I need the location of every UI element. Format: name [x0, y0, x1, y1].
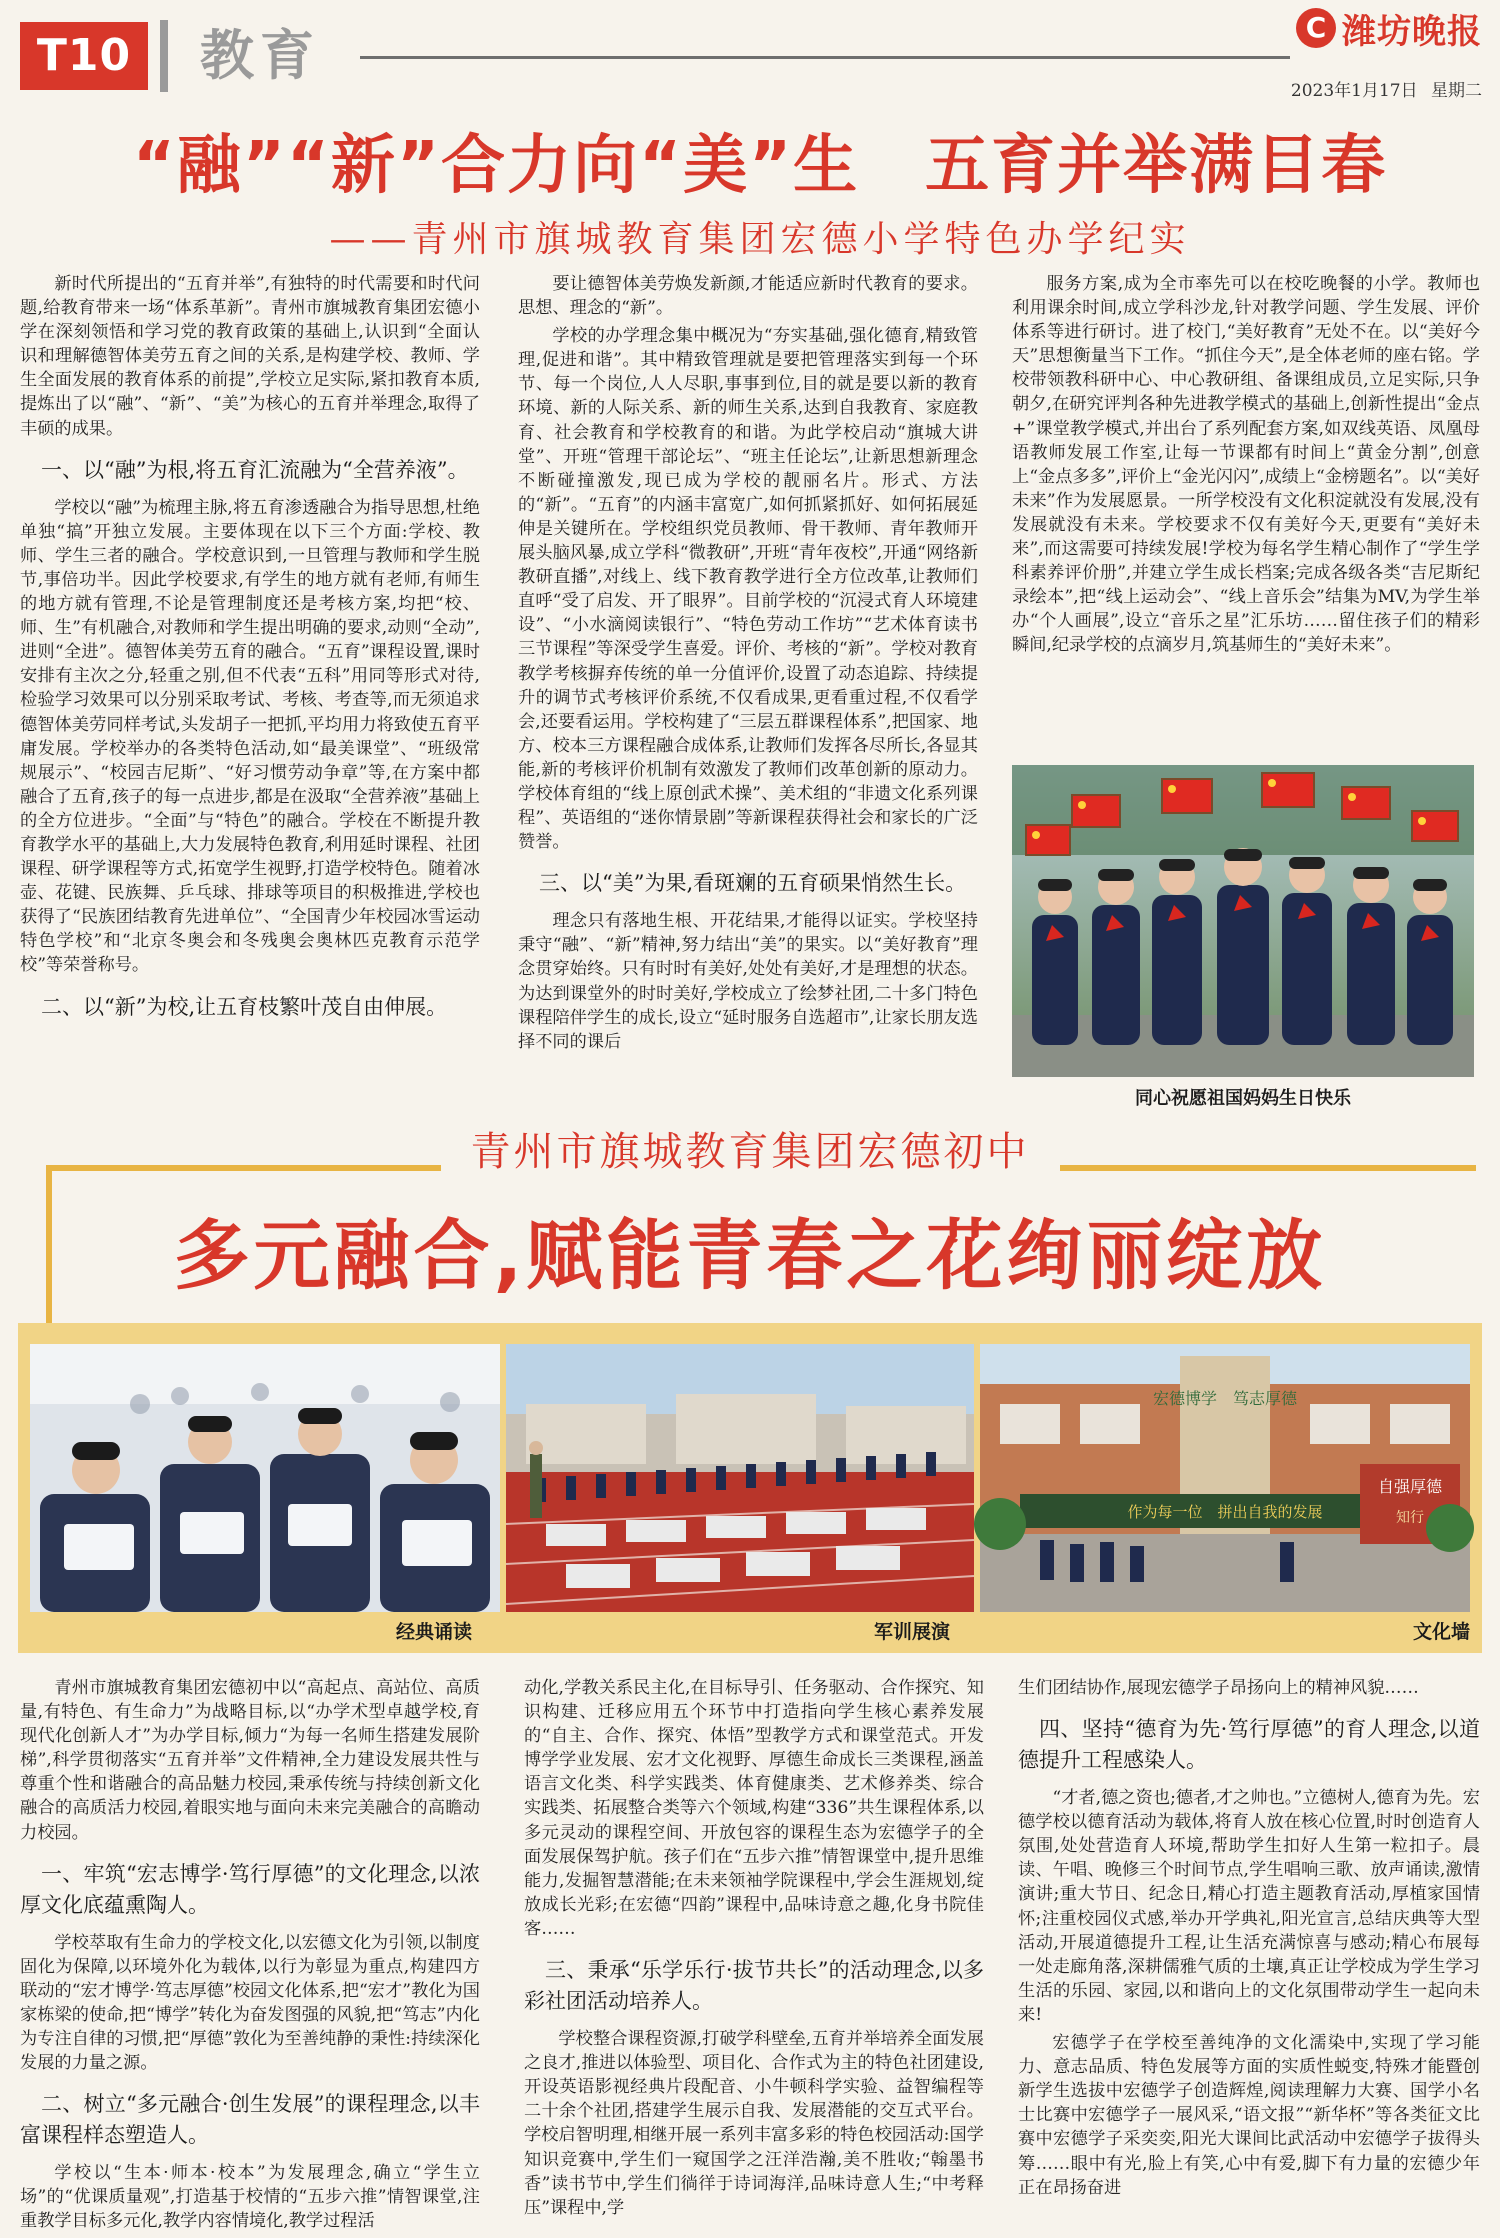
- students-reading-illustration: [30, 1344, 500, 1612]
- section-heading: 三、以“美”为果,看斑斓的五育硕果悄然生长。: [539, 871, 967, 896]
- newspaper-name: 潍坊晚报: [1342, 11, 1482, 52]
- masthead-rule: [360, 56, 1290, 59]
- paragraph: 生们团结协作,展现宏德学子昂扬向上的精神风貌……: [1018, 1678, 1419, 1698]
- paragraph: 理念只有落地生根、开花结果,才能得以证实。学校坚持秉守“融”、“新”精神,努力结出“美”的果实。以“美好教育”理念贯穿始终。只有时时有美好,处处有美好,才是理想的状态。为达到课堂外的时时美好,学校成立了绘梦社团,二十多门特色课程陪伴学生的成长,设立“延时服务自选超市”,让家长朋友选择不同的课后: [518, 911, 978, 1052]
- section-heading: 一、以“融”为根,将五育汇流融为“全营养液”。: [41, 457, 469, 482]
- photo-caption-culture-wall: 文化墙: [1413, 1621, 1471, 1643]
- celebration-photo: [1012, 765, 1474, 1077]
- section-divider: [160, 20, 168, 92]
- section-heading: 二、以“新”为校,让五育枝繁叶茂自由伸展。: [41, 994, 448, 1019]
- photo-caption-military-drill: 军训展演: [874, 1621, 951, 1643]
- article2-subtitle: [0, 1124, 1500, 1180]
- culture-wall-illustration: [980, 1344, 1470, 1612]
- paragraph: 动化,学教关系民主化,在目标导引、任务驱动、合作探究、知识构建、迁移应用五个环节中打造指向学生核心素养发展的“自主、合作、探究、体悟”型教学方式和课堂范式。开发博学学业发展、宏才文化视野、厚德生命成长三类课程,涵盖语言文化类、科学实践类、体育健康类、艺术修养类、综合实践类、拓展整合类等六个领域,构建“336”共生课程体系,以多元灵动的课程空间、开放包容的课程生态为宏德学子的全面发展保驾护航。孩子们在“五步六推”情智课堂中,提升思维能力,发掘智慧潜能;在未来领袖学院课程中,学会生涯规划,绽放成长光彩;在宏德“四韵”课程中,品味诗意之趣,化身书院佳客……: [524, 1678, 984, 1939]
- photo-caption-classic-reading: 经典诵读: [396, 1621, 473, 1643]
- wall-lettering-b: 知行: [1396, 1510, 1424, 1526]
- section-heading: 四、坚持“德育为先·笃行厚德”的育人理念,以道德提升工程感染人。: [1018, 1717, 1480, 1773]
- issue-date: 2023年1月17日: [1290, 81, 1418, 101]
- paragraph: 学校的办学理念集中概况为“夯实基础,强化德育,精致管理,促进和谐”。其中精致管理就是要把管理落实到每一个环节、每一个岗位,人人尽职,事事到位,目的就是要以新的教育环境、新的人际关系、新的师生关系,达到自我教育、家庭教育、社会教育和学校教育的和谐。为此学校启动“旗城大讲堂”、开班“管理干部论坛”、“班主任论坛”,让新思想新理念不断碰撞激发,现已成为学校的靓丽名片。形式、方法的“新”。“五育”的内涵丰富宽广,如何抓紧抓好、如何拓展延伸是关键所在。学校组织党员教师、骨干教师、青年教师开展头脑风暴,成立学科“微教研”,开班“青年夜校”,开通“网络新教研直播”,对线上、线下教育教学进行全方位改革,让教师们直呼“受了启发、开了眼界”。目前学校的“沉浸式育人环境建设”、“小水滴阅读银行”、“特色劳动工作坊”“艺术体育读书三节课程”等深受学生喜爱。评价、考核的“新”。学校对教育教学考核摒弃传统的单一分值评价,设置了动态追踪、持续提升的调节式考核评价系统,不仅看成果,更看重过程,不仅看学会,还要看运用。学校构建了“三层五群课程体系”,把国家、地方、校本三方课程融合成体系,让教师们发挥各尽所长,各显其能,新的考核评价机制有效激发了教师们改革创新的原动力。学校体育组的“线上原创武术操”、美术组的“非遗文化系列课程”、英语组的“迷你情景剧”等新课程获得社会和家长的广泛赞誉。: [518, 326, 978, 853]
- drill-parade-illustration: [506, 1344, 974, 1612]
- article2-banner: [0, 1118, 1500, 1323]
- students-with-flags-illustration: [1012, 765, 1474, 1077]
- section-name: 教育: [200, 24, 320, 87]
- brand-logo-icon: C: [1296, 8, 1336, 48]
- paragraph: 学校以“生本·师本·校本”为发展理念,确立“学生立场”的“优课质量观”,打造基于校情的“五步六推”情智课堂,注重教学目标多元化,教学内容情境化,教学过程活: [20, 2163, 480, 2232]
- paragraph: 新时代所提出的“五育并举”,有独特的时代需要和时代问题,给教育带来一场“体系革新”。青州市旗城教育集团宏德小学在深刻领悟和学习党的教育政策的基础上,认识到“全面认识和理解德智体美劳五育之间的关系,是构建学校、教师、学生全面发展的教育体系的前提”,学校立足实际,紧扣教育本质,提炼出了以“融”、“新”、“美”为核心的五育并举理念,取得了丰硕的成果。: [20, 274, 480, 439]
- culture-wall-photo: [980, 1344, 1470, 1612]
- article2-column-1: [20, 1676, 480, 2238]
- celebration-photo-caption: 同心祝愿祖国妈妈生日快乐: [1135, 1088, 1351, 1109]
- article2-title: 多元融合,赋能青春之花绚丽绽放: [173, 1211, 1327, 1300]
- paragraph: 宏德学子在学校至善纯净的文化濡染中,实现了学习能力、意志品质、特色发展等方面的实质性蜕变,特殊才能暨创新学生选拔中宏德学子创造辉煌,阅读理解力大赛、国学小名士比赛中宏德学子一展风采,“语文报”“新华杯”等各类征文比赛中宏德学子采奕奕,阳光大课间比武活动中宏德学子拔得头筹……眼中有光,脸上有笑,心中有爱,脚下有力量的宏德少年正在昂扬奋进: [1018, 2033, 1480, 2198]
- article2-subtitle-text: 青州市旗城教育集团宏德初中: [441, 1129, 1060, 1175]
- paragraph: 学校以“融”为梳理主脉,将五育渗透融合为指导思想,杜绝单独“搞”开独立发展。主要体现在以下三个方面:学校、教师、学生三者的融合。学校意识到,一旦管理与教师和学生脱节,事倍功半。因此学校要求,有学生的地方就有老师,有师生的地方就有管理,不论是管理制度还是考核方案,均把“校、师、生”有机融合,对教师和学生提出明确的要求,动则“全动”,进则“全进”。德智体美劳五育的融合。“五育”课程设置,课时安排有主次之分,轻重之别,但不代表“五科”用同等形式对待,检验学习效果可以分别采取考试、考核、考查等,而无须追求德智体美劳同样考试,头发胡子一把抓,平均用力将致使五育平庸发展。学校举办的各类特色活动,如“最美课堂”、“班级常规展示”、“校园吉尼斯”、“好习惯劳动争章”等,在方案中都融合了五育,孩子的每一点进步,都是在汲取“全营养液”基础上的全方位进步。“全面”与“特色”的融合。学校在不断提升教育教学水平的基础上,大力发展特色教育,利用延时课程、社团课程、研学课程等方式,拓宽学生视野,打造学校特色。随着冰壶、花键、民族舞、乒乓球、排球等项目的积极推进,学校也获得了“民族团结教育先进单位”、“全国青少年校园冰雪运动特色学校”和“北京冬奥会和冬残奥会奥林匹克教育示范学校”等荣誉称号。: [20, 497, 480, 976]
- article1-column-1: [20, 272, 480, 1033]
- section-heading: 二、树立“多元融合·创生发展”的课程理念,以丰富课程样态塑造人。: [20, 2092, 480, 2148]
- issue-weekday: 星期二: [1431, 81, 1482, 101]
- banner-slogan: 作为每一位 拼出自我的发展: [1127, 1503, 1323, 1521]
- paragraph: 要让德智体美劳焕发新颜,才能适应新时代教育的要求。思想、理念的“新”。: [518, 274, 978, 319]
- dateline: [1291, 76, 1482, 101]
- article1-column-2: [518, 272, 978, 1058]
- article1-column-3: [1012, 272, 1480, 662]
- pillar-text: 宏德博学 笃志厚德: [1152, 1389, 1298, 1408]
- classic-reading-photo: [30, 1344, 500, 1612]
- masthead: [0, 0, 1500, 120]
- article1-headline: “融”“新”合力向“美”生 五育并举满目春: [132, 129, 1388, 203]
- article1-subheadline: ——青州市旗城教育集团宏德小学特色办学纪实: [329, 219, 1191, 260]
- section-heading: 一、牢筑“宏志博学·笃行厚德”的文化理念,以浓厚文化底蕴熏陶人。: [20, 1861, 480, 1917]
- paragraph: “才者,德之资也;德者,才之帅也。”立德树人,德育为先。宏德学校以德育活动为载体,将育人放在核心位置,时时创造育人氛围,处处营造育人环境,帮助学生扣好人生第一粒扣子。晨读、午唱、晚修三个时间节点,学生唱响三歌、放声诵读,激情演讲;重大节日、纪念日,精心打造主题教育活动,厚植家国情怀;注重校园仪式感,举办开学典礼,阳光宣言,总结庆典等大型活动,开展道德提升工程,让生活充满惊喜与感动;精心布展每一处走廊角落,深耕儒雅气质的土壤,真正让学校成为学生学习生活的乐园、家园,以和谐向上的文化氛围带动学生一起向未来!: [1018, 1788, 1480, 2025]
- paragraph: 学校整合课程资源,打破学科壁垒,五育并举培养全面发展之良才,推进以体验型、项目化、合作式为主的特色社团建设,开设英语影视经典片段配音、小牛顿科学实验、益智编程等二十余个社团,搭建学生展示自我、发展潜能的交互式平台。学校启智明理,相继开展一系列丰富多彩的特色校园活动:国学知识竞赛中,学生们一窥国学之汪洋浩瀚,美不胜收;“翰墨书香”读书节中,学生们徜徉于诗词海洋,品味诗意人生;“中考释压”课程中,学: [524, 2029, 984, 2218]
- paragraph: 服务方案,成为全市率先可以在校吃晚餐的小学。教师也利用课余时间,成立学科沙龙,针对教学问题、学生发展、评价体系等进行研讨。进了校门,“美好教育”无处不在。以“美好今天”思想衡量当下工作。“抓住今天”,是全体老师的座右铭。学校带领教科研中心、中心教研组、备课组成员,立足实际,只争朝夕,在研究评判各种先进教学模式的基础上,创新性提出“金点+”课堂教学模式,并出台了系列配套方案,如双线英语、凤凰母语教师发展工作室,让每一节课都有时间上“黄金分割”,创意上“金点多多”,评价上“金光闪闪”,成绩上“金榜题名”。以“美好未来”作为发展愿景。一所学校没有文化积淀就没有发展,没有发展就没有未来。学校要求不仅有美好今天,更要有“美好未来”,而这需要可持续发展!学校为每名学生精心制作了“学生学科素养评价册”,并建立学生成长档案;完成各级各类“吉尼斯纪录绘本”,把“线上运动会”、“线上音乐会”结集为MV,为学生举办“个人画展”,设立“音乐之星”汇乐坊……留住孩子们的精彩瞬间,纪录学校的点滴岁月,筑基师生的“美好未来”。: [1012, 274, 1480, 656]
- page-number-badge: T10: [20, 22, 148, 90]
- newspaper-logo: [1296, 6, 1482, 50]
- paragraph: 学校萃取有生命力的学校文化,以宏德文化为引领,以制度固化为保障,以环境外化为载体,以行为彰显为重点,构建四方联动的“宏才博学·笃志厚德”校园文化体系,把“宏才”教化为国家栋梁的使命,把“博学”转化为奋发图强的风貌,把“笃志”内化为专注自律的习惯,把“厚德”敦化为至善纯静的秉性:持续深化发展的力量之源。: [20, 1932, 480, 2074]
- paragraph: 青州市旗城教育集团宏德初中以“高起点、高站位、高质量,有特色、有生命力”为战略目标,以“办学术型卓越学校,育现代化创新人才”为办学目标,倾力“为每一名师生搭建发展阶梯”,科学贯彻落实“五育并举”文件精神,全力建设发展共性与尊重个性和谐融合的高品魅力校园,秉承传统与持续创新文化融合的高质活力校园,着眼实地与面向未来完美融合的高瞻动力校园。: [20, 1678, 480, 1843]
- article2-column-2: [524, 1676, 984, 2224]
- wall-lettering-a: 自强厚德: [1377, 1477, 1443, 1496]
- military-drill-photo: [506, 1344, 974, 1612]
- section-heading: 三、秉承“乐学乐行·拔节共长”的活动理念,以多彩社团活动培养人。: [524, 1958, 984, 2014]
- article2-column-3: [1018, 1676, 1480, 2204]
